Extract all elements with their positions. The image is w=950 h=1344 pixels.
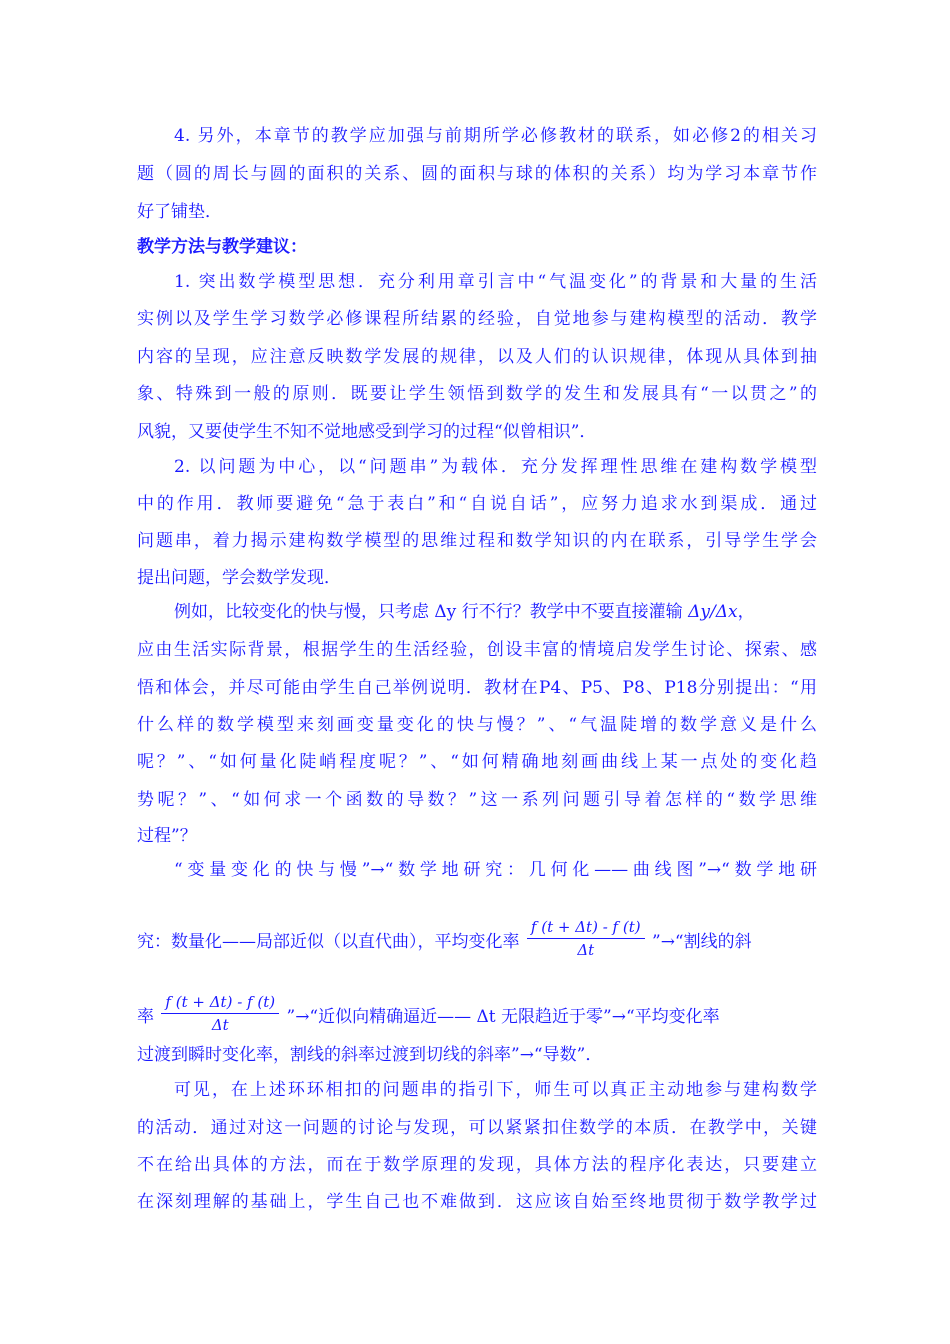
item-2-line-2: 中的作用．教师要避免“急于表白”和“自说自话”，应努力追求水到渠成．通过 <box>137 494 817 514</box>
conclusion-line-2: 的活动．通过对这一问题的讨论与发现，可以紧紧扣住数学的本质．在教学中，关键 <box>137 1118 817 1138</box>
example-line-1-text: 例如，比较变化的快与慢，只考虑 Δy 行不行？教学中不要直接灌输 <box>174 602 689 622</box>
fraction-numerator: f (t + Δt) - f (t) <box>527 916 645 939</box>
paragraph-4-line-1: 4. 另外，本章节的教学应加强与前期所学必修教材的联系，如必修2的相关习 <box>174 126 817 146</box>
conclusion-line-1: 可见，在上述环环相扣的问题串的指引下，师生可以真正主动地参与建构数学 <box>174 1080 817 1100</box>
item-2-line-3: 问题串，着力揭示建构数学模型的思维过程和数学知识的内在联系，引导学生学会 <box>137 531 817 551</box>
fraction-denominator: Δt <box>577 941 595 959</box>
example-line-1-end: ， <box>737 602 755 622</box>
example-line-3: 悟和体会，并尽可能由学生自己举例说明．教材在P4、P5、P8、P18分别提出：“用 <box>137 678 817 698</box>
item-2-line-4: 提出问题，学会数学发现． <box>137 568 341 588</box>
item-1-line-4: 象、特殊到一般的原则．既要让学生领悟到数学的发生和发展具有“一以贯之”的 <box>137 384 817 404</box>
item-1-line-5: 风貌，又要使学生不知不觉地感受到学习的过程“似曾相识”． <box>137 422 597 442</box>
fraction-numerator: f (t + Δt) - f (t) <box>161 991 279 1014</box>
item-1-line-1: 1. 突出数学模型思想．充分利用章引言中“气温变化”的背景和大量的生活 <box>174 272 817 292</box>
chain-line-2-text: 究：数量化——局部近似（以直代曲），平均变化率 <box>137 932 520 952</box>
average-rate-fraction <box>527 916 645 961</box>
item-2-line-1: 2. 以问题为中心，以“问题串”为载体．充分发挥理性思维在建构数学模型 <box>174 457 817 477</box>
secant-slope-fraction <box>161 991 279 1036</box>
section-heading: 教学方法与教学建议： <box>137 237 307 257</box>
example-line-2: 应由生活实际背景，根据学生的生活经验，创设丰富的情境启发学生讨论、探索、感 <box>137 640 817 660</box>
chain-line-3-start: 率 <box>137 1007 154 1027</box>
chain-line-3-text: ”→“近似向精确逼近—— Δt 无限趋近于零”→“平均变化率 <box>286 1007 720 1027</box>
chain-line-3 <box>137 993 817 1034</box>
item-1-line-2: 实例以及学生学习数学必修课程所结累的经验，自觉地参与建构模型的活动．教学 <box>137 309 817 329</box>
fraction-denominator: Δt <box>211 1016 229 1034</box>
example-line-4: 什么样的数学模型来刻画变量变化的快与慢？”、“气温陡增的数学意义是什么 <box>137 715 817 735</box>
example-line-1 <box>174 600 817 624</box>
item-1-line-3: 内容的呈现，应注意反映数学发展的规律，以及人们的认识规律，体现从具体到抽 <box>137 347 817 367</box>
chain-line-1: “变量变化的快与慢”→“数学地研究：几何化——曲线图”→“数学地研 <box>174 860 817 880</box>
chain-line-2-end: ”→“割线的斜 <box>652 932 752 952</box>
paragraph-4-line-2: 题（圆的周长与圆的面积的关系、圆的面积与球的体积的关系）均为学习本章节作 <box>137 164 817 184</box>
example-line-7: 过程”？ <box>137 826 197 846</box>
delta-ratio-math: Δy/Δx <box>688 602 738 622</box>
conclusion-line-3: 不在给出具体的方法，而在于数学原理的发现，具体方法的程序化表达，只要建立 <box>137 1155 817 1175</box>
example-line-5: 呢？”、“如何量化陡峭程度呢？”、“如何精确地刻画曲线上某一点处的变化趋 <box>137 752 817 772</box>
chain-line-4: 过渡到瞬时变化率，割线的斜率过渡到切线的斜率”→“导数”． <box>137 1045 603 1065</box>
example-line-6: 势呢？”、“如何求一个函数的导数？”这一系列问题引导着怎样的“数学思维 <box>137 790 817 810</box>
paragraph-4-line-3: 好了铺垫． <box>137 202 222 222</box>
conclusion-line-4: 在深刻理解的基础上，学生自己也不难做到．这应该自始至终地贯彻于数学教学过 <box>137 1192 817 1212</box>
